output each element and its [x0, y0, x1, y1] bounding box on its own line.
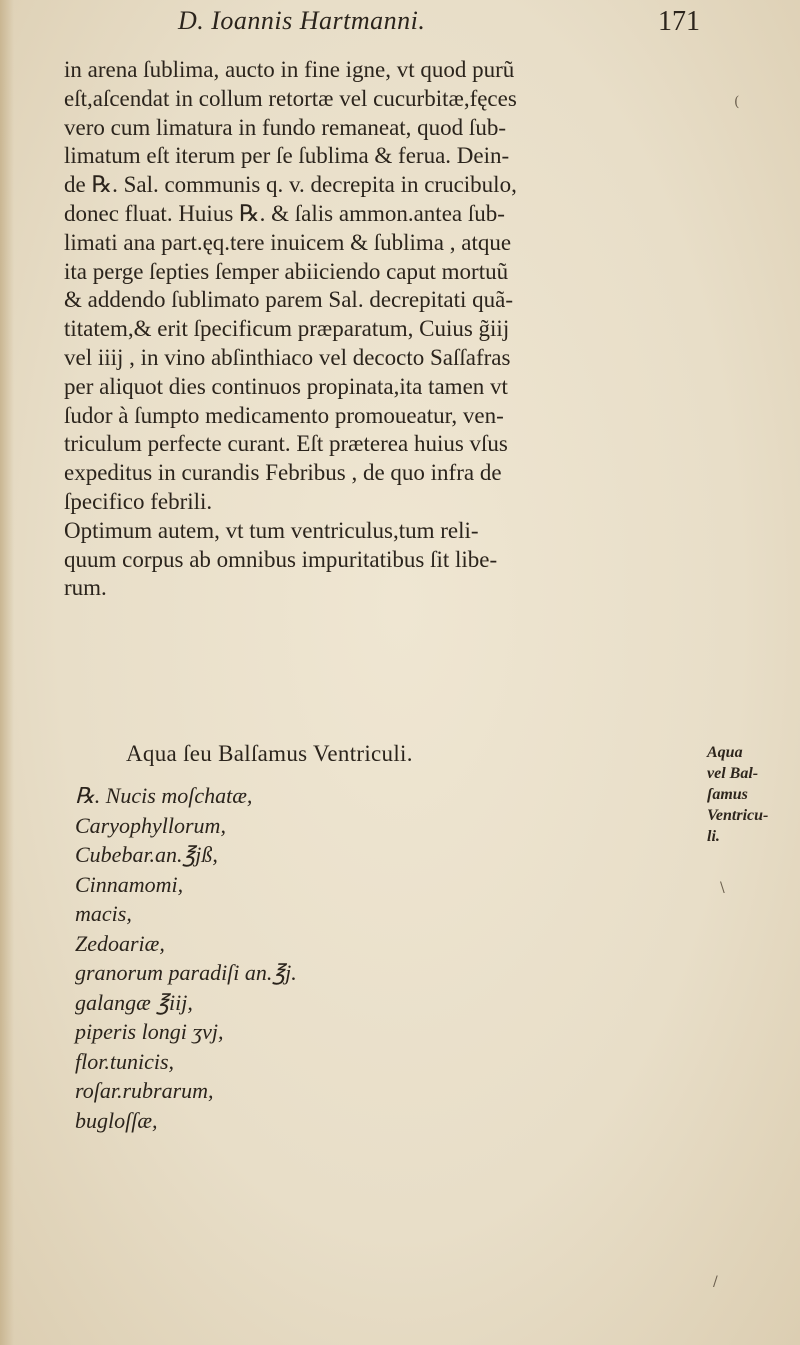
recipe-ingredient: galangæ ℥iij,: [75, 989, 193, 1015]
text-line: expeditus in curandis Febribus , de quo infra de: [64, 460, 502, 486]
ink-speck: (: [734, 94, 740, 110]
margin-note-line: Aqua: [707, 744, 743, 761]
running-head: [0, 4, 800, 44]
recipe-ingredient: Zedoariæ,: [75, 930, 165, 956]
page-number: 171: [658, 6, 700, 37]
recipe-ingredient: Caryophyllorum,: [75, 812, 226, 838]
text-line: & addendo ſublimato parem Sal. decrepitati quã-: [64, 287, 513, 313]
margin-note-line: li.: [707, 828, 720, 845]
text-line: vel iiij , in vino abſinthiaco vel decocto Saſſafras: [64, 344, 511, 370]
text-line: eſt,aſcendat in collum retortæ vel cucurbitæ,fęces: [64, 85, 517, 111]
text-line: Optimum autem, vt tum ventriculus,tum reli-: [64, 517, 479, 543]
text-line: vero cum limatura in fundo remaneat, quod ſub-: [64, 114, 506, 140]
margin-note: [707, 742, 797, 847]
text-line: rum.: [64, 575, 107, 601]
recipe-ingredient: bugloſſæ,: [75, 1107, 158, 1133]
ink-speck: /: [713, 1274, 718, 1290]
recipe-ingredient: ℞. Nucis moſchatæ,: [75, 783, 253, 808]
margin-note-line: ſamus: [707, 786, 748, 803]
recipe-ingredient: flor.tunicis,: [75, 1048, 175, 1074]
text-line: in arena ſublima, aucto in fine igne, vt quod purũ: [64, 57, 515, 82]
recipe-list: [75, 781, 635, 1135]
recipe-ingredient: Cinnamomi,: [75, 871, 184, 897]
section-heading: Aqua ſeu Balſamus Ventriculi.: [126, 741, 413, 766]
recipe-ingredient: granorum paradiſi an.℥j.: [75, 960, 297, 985]
body-paragraph: [64, 56, 664, 603]
recipe-ingredient: Cubebar.an.℥jß,: [75, 842, 218, 867]
text-line: limati ana part.ęq.tere inuicem & ſublima , atque: [64, 229, 512, 255]
text-line: limatum eſt iterum per ſe ſublima & ferua. Dein-: [64, 143, 510, 169]
text-line: per aliquot dies continuos propinata,ita tamen vt: [64, 373, 508, 399]
text-line: donec fluat. Huius ℞. & ſalis ammon.antea ſub-: [64, 200, 505, 226]
text-line: titatem,& erit ſpecificum præparatum, Cuius g̃iij: [64, 316, 510, 342]
running-head-title: D. Ioannis Hartmanni.: [178, 6, 426, 35]
recipe-ingredient: macis,: [75, 901, 132, 926]
margin-note-line: Ventricu-: [707, 807, 769, 824]
ink-speck: \: [720, 880, 725, 896]
text-line: ſpecifico febrili.: [64, 488, 213, 514]
text-line: ita perge ſepties ſemper abiiciendo caput mortuũ: [64, 258, 509, 284]
text-line: de ℞. Sal. communis q. v. decrepita in crucibulo,: [64, 172, 517, 198]
text-line: triculum perfecte curant. Eſt præterea huius vſus: [64, 431, 508, 457]
recipe-ingredient: piperis longi ʒvj,: [75, 1019, 224, 1044]
recipe-ingredient: roſar.rubrarum,: [75, 1078, 214, 1103]
text-line: ſudor à ſumpto medicamento promoueatur, ven-: [64, 402, 504, 428]
margin-note-line: vel Bal-: [707, 765, 759, 782]
text-line: quum corpus ab omnibus impuritatibus ſit libe-: [64, 546, 498, 572]
